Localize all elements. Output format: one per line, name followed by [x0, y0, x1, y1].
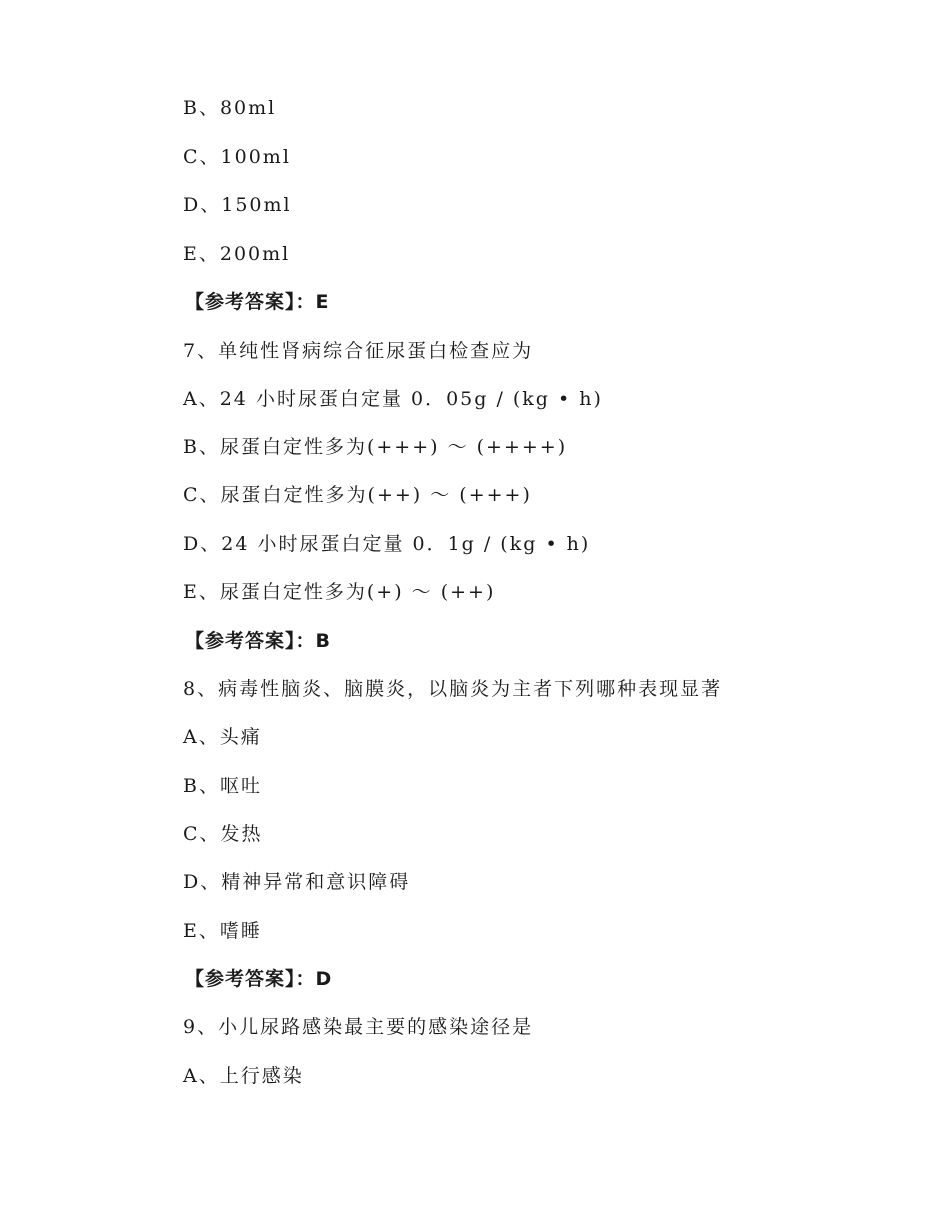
answer-line: 【参考答案】：B: [185, 630, 331, 652]
option-line: E、尿蛋白定性多为(+) ～ (++): [183, 581, 496, 603]
option-line: E、200ml: [183, 243, 291, 265]
answer-line: 【参考答案】：D: [185, 968, 333, 990]
option-line: C、发热: [183, 823, 263, 845]
question-line: 8、病毒性脑炎、脑膜炎，以脑炎为主者下列哪种表现显著: [183, 678, 723, 700]
option-line: B、尿蛋白定性多为(+++) ～ (++++): [183, 436, 568, 458]
option-line: B、呕吐: [183, 775, 262, 797]
option-line: D、精神异常和意识障碍: [183, 871, 411, 893]
option-line: C、尿蛋白定性多为(++) ～ (+++): [183, 484, 532, 506]
question-line: 7、单纯性肾病综合征尿蛋白检查应为: [183, 340, 534, 362]
option-line: A、24 小时尿蛋白定量 0．05g / (kg • h): [183, 388, 603, 410]
option-line: B、80ml: [183, 97, 277, 119]
option-line: D、24 小时尿蛋白定量 0．1g / (kg • h): [183, 533, 591, 555]
option-line: D、150ml: [183, 194, 292, 216]
question-line: 9、小儿尿路感染最主要的感染途径是: [183, 1016, 534, 1038]
answer-line: 【参考答案】：E: [185, 291, 330, 313]
option-line: C、100ml: [183, 146, 291, 168]
option-line: A、头痛: [183, 726, 262, 748]
option-line: A、上行感染: [183, 1065, 304, 1087]
option-line: E、嗜睡: [183, 920, 262, 942]
